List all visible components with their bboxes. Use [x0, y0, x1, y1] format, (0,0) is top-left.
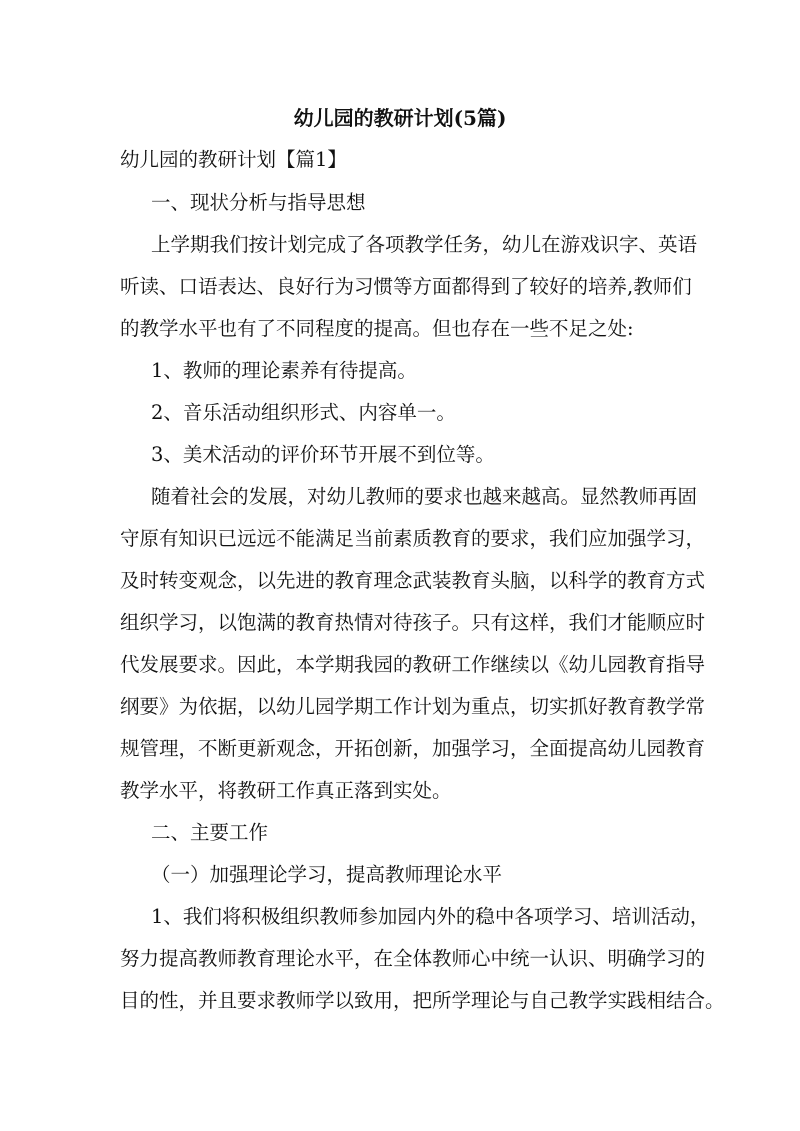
- paragraph-line: 1、我们将积极组织教师参加园内外的稳中各项学习、培训活动，: [151, 905, 710, 928]
- paragraph-line: 守原有知识已远远不能满足当前素质教育的要求，我们应加强学习，: [120, 527, 706, 550]
- section-heading: 幼儿园的教研计划【篇1】: [120, 148, 347, 171]
- paragraph-line: 努力提高教师教育理论水平，在全体教师心中统一认识、明确学习的: [120, 947, 706, 970]
- paragraph-line: 听读、口语表达、良好行为习惯等方面都得到了较好的培养,教师们: [120, 275, 692, 298]
- subheading-theory-study: （一）加强理论学习，提高教师理论水平: [151, 863, 503, 886]
- paragraph-line: 目的性，并且要求教师学以致用，把所学理论与自己教学实践相结合。: [120, 989, 725, 1012]
- heading-main-work: 二、主要工作: [151, 821, 269, 844]
- paragraph-line: 组织学习，以饱满的教育热情对待孩子。只有这样，我们才能顺应时: [120, 611, 706, 634]
- heading-situation-analysis: 一、现状分析与指导思想: [151, 191, 366, 214]
- paragraph-line: 及时转变观念，以先进的教育理念武装教育头脑，以科学的教育方式: [120, 569, 706, 592]
- paragraph-line: 规管理，不断更新观念，开拓创新，加强学习，全面提高幼儿园教育: [120, 737, 706, 760]
- paragraph-line: 代发展要求。因此，本学期我园的教研工作继续以《幼儿园教育指导: [120, 653, 706, 676]
- paragraph-line: 纲要》为依据，以幼儿园学期工作计划为重点，切实抓好教育教学常: [120, 695, 706, 718]
- list-item: 2、音乐活动组织形式、内容单一。: [151, 401, 456, 424]
- paragraph-line: 教学水平，将教研工作真正落到实处。: [120, 779, 452, 802]
- document-title: 幼儿园的教研计划(5篇): [293, 106, 507, 130]
- paragraph-line: 上学期我们按计划完成了各项教学任务，幼儿在游戏识字、英语: [151, 233, 698, 256]
- list-item: 1、教师的理论素养有待提高。: [151, 359, 417, 382]
- list-item: 3、美术活动的评价环节开展不到位等。: [151, 443, 495, 466]
- paragraph-line: 随着社会的发展，对幼儿教师的要求也越来越高。显然教师再固: [151, 485, 698, 508]
- paragraph-line: 的教学水平也有了不同程度的提高。但也存在一些不足之处:: [120, 317, 634, 340]
